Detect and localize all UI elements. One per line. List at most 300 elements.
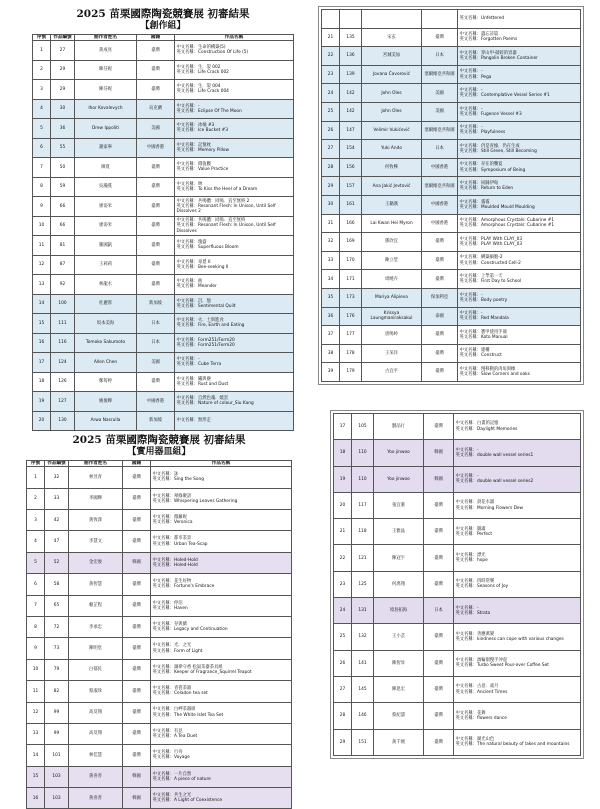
work-title-en: 英文名稱：Forgotten Poems <box>459 37 518 43</box>
artist-name: Yoo jinwoo <box>374 440 424 466</box>
country: 韓國 <box>123 766 151 787</box>
work-title <box>458 214 581 233</box>
country <box>422 10 458 29</box>
row-no: 22 <box>322 47 340 66</box>
country: 臺灣 <box>123 681 151 702</box>
table-row <box>33 216 294 236</box>
work-title-zh: 中文名稱：都市茶景 <box>152 536 192 542</box>
row-no: 11 <box>27 681 45 702</box>
work-title-zh: 中文名稱：鏽與塵 <box>176 376 211 382</box>
entry-id: 29 <box>51 60 75 80</box>
work-title-zh: 中文名稱：行舟 <box>152 750 183 756</box>
work-title-en: 英文名稱：Value Practice <box>176 167 229 173</box>
work-title <box>458 10 581 29</box>
work-title <box>458 158 581 177</box>
work-title-zh: 中文名稱：慢移動的肉角與橡 <box>459 366 516 372</box>
table-row <box>27 745 292 766</box>
artist-name: 張宜蓁 <box>374 492 424 518</box>
country: 臺灣 <box>123 595 151 616</box>
row-no: 7 <box>33 158 51 178</box>
work-title-en: 英文名稱：Turbo Sweet Pour-over Coffee Set <box>455 663 549 669</box>
work-title-zh: 中文名稱：共鳴體：同鳴．直至無終 <box>176 218 246 224</box>
table-row <box>322 47 581 66</box>
work-title-zh: 中文名稱：霧霧 <box>459 199 490 205</box>
work-title-zh: 中文名稱：共生之光 <box>152 793 192 799</box>
artist-name: 黃成亮 <box>75 41 137 61</box>
table-row <box>334 466 581 492</box>
artist-name: 鄧欣宜 <box>362 233 422 252</box>
row-no: 12 <box>27 702 45 723</box>
work-title-zh: 中文名稱：尋覓 II <box>176 259 211 265</box>
artist-name: Velimir Vukićević <box>362 121 422 140</box>
entry-id: 118 <box>352 519 374 545</box>
artist-name: 坂本美海 <box>75 314 137 334</box>
work-title <box>458 288 581 307</box>
work-title <box>458 102 581 121</box>
work-title-zh: 中文名稱：- <box>176 103 200 109</box>
work-title <box>458 47 581 66</box>
row-no: 28 <box>322 158 340 177</box>
artist-name: 黃致澤 <box>69 509 123 530</box>
work-title-en: 英文名稱：Fugence Vessel #3 <box>459 111 522 117</box>
country: 日本 <box>422 47 458 66</box>
work-title-zh: 中文名稱：存與續 <box>152 621 187 627</box>
row-no: 21 <box>334 519 352 545</box>
entry-id: 81 <box>51 236 75 256</box>
work-title-en: 英文名稱：Life Crack 004 <box>176 89 229 95</box>
country: 臺灣 <box>424 571 454 597</box>
row-no: 11 <box>33 236 51 256</box>
work-title-zh: 中文名稱：白岬茶器組 <box>152 707 196 713</box>
country: 臺灣 <box>137 236 175 256</box>
country: 臺灣 <box>137 275 175 295</box>
entry-id: 166 <box>340 214 362 233</box>
table-row <box>27 766 292 787</box>
entry-id: 171 <box>340 270 362 289</box>
country: 臺灣 <box>424 414 454 440</box>
country: 臺灣 <box>422 251 458 270</box>
artist-name: 王雅晶 <box>374 519 424 545</box>
work-title <box>175 138 294 158</box>
country: 泰國 <box>422 307 458 326</box>
work-title-zh: 中文名稱：火．土與進食 <box>176 318 224 324</box>
row-no: 3 <box>33 80 51 100</box>
work-title-en: 英文名稱：Bee-seeking II <box>176 264 229 270</box>
table-row <box>322 307 581 326</box>
work-title <box>175 314 294 334</box>
work-title-zh: 中文名稱：Amorphous Crystals: Cubarine #1 <box>459 218 555 224</box>
entry-id: 55 <box>51 138 75 158</box>
sheet-subtitle: 【創作組】 <box>140 21 186 31</box>
work-title-zh: 中文名稱：湖光山色 <box>455 737 495 742</box>
work-title-zh: 中文名稱：- <box>176 357 200 363</box>
work-title <box>454 703 581 729</box>
row-no: 17 <box>334 414 352 440</box>
work-title <box>454 545 581 571</box>
work-title-zh: 中文名稱：仍是青綠，仍在生成 <box>459 143 520 149</box>
work-title <box>151 509 292 530</box>
entry-id: 42 <box>45 509 69 530</box>
artist-name: 李國輝 <box>69 488 123 509</box>
row-no: 29 <box>322 177 340 196</box>
table-row <box>322 270 581 289</box>
table-row <box>27 467 292 488</box>
entry-id: 127 <box>51 392 75 412</box>
table-row <box>334 519 581 545</box>
country: 中國香港 <box>422 195 458 214</box>
row-no: 16 <box>33 333 51 353</box>
table-row <box>27 574 292 595</box>
work-title-zh: 中文名稱：韻律守香 松鼠茶器茶具組 <box>152 664 223 670</box>
artist-name: 高反翔 <box>69 702 123 723</box>
country: 韓國 <box>123 552 151 573</box>
table-row <box>322 344 581 363</box>
work-title <box>151 638 292 659</box>
work-title-en: 英文名稱：Legacy and Continuation <box>152 627 228 633</box>
sheet-creative <box>32 8 294 431</box>
entry-id: 87 <box>51 255 75 275</box>
artist-name: Mariya Alipieva <box>362 288 422 307</box>
row-no: 7 <box>27 595 45 616</box>
work-title <box>454 466 581 492</box>
work-title <box>458 344 581 363</box>
work-title-en: 英文名稱：Playfulness <box>459 130 506 136</box>
work-title <box>175 216 294 236</box>
table-row <box>27 638 292 659</box>
country: 臺灣 <box>137 41 175 61</box>
work-title-zh: 中文名稱：停泊 <box>152 600 183 606</box>
table-row <box>33 294 294 314</box>
row-no: 25 <box>334 624 352 650</box>
artist-name: 周曉卉 <box>362 270 422 289</box>
row-no: 15 <box>33 314 51 334</box>
work-title <box>151 745 292 766</box>
artist-name: 蔡淑珍 <box>69 681 123 702</box>
entry-id: 145 <box>352 676 374 702</box>
work-title <box>454 729 581 755</box>
country: 臺灣 <box>137 216 175 236</box>
country: 烏克蘭 <box>137 99 175 119</box>
work-title-en: 英文名稱：Amorphous Crystals: Cubarine #1 <box>459 223 555 229</box>
results-table-creative-continued <box>321 9 581 382</box>
table-row <box>322 121 581 140</box>
row-no: 23 <box>334 571 352 597</box>
row-no: 24 <box>334 598 352 624</box>
row-no: 13 <box>27 723 45 744</box>
work-title-zh: 中文名稱：構築細胞-2 <box>459 255 503 261</box>
work-title-en: 英文名稱：Still Green, Still Becoming <box>459 148 537 154</box>
row-no: 9 <box>27 638 45 659</box>
work-title-en: 英文名稱：Meander <box>176 284 217 290</box>
country: 美國 <box>422 102 458 121</box>
work-title <box>458 65 581 84</box>
work-title-zh: 中文名稱：四時常樂 <box>455 579 495 585</box>
work-title-en: 英文名稱：Fire, Earth and Eating <box>176 323 245 329</box>
results-table-creative <box>32 34 294 431</box>
work-title-en: 英文名稱：Sentimental Quilt <box>176 303 236 309</box>
row-no: 12 <box>33 255 51 275</box>
work-title-zh: 中文名稱：詠 <box>152 472 179 478</box>
row-no: 8 <box>27 616 45 637</box>
work-title-zh: 中文名稱：花舞 <box>455 710 486 716</box>
artist-name: 鄭筠婷 <box>75 372 137 392</box>
table-row <box>334 703 581 729</box>
country: 韓國 <box>424 466 454 492</box>
work-title-zh: 中文名稱：- <box>459 106 483 112</box>
country: 臺灣 <box>137 177 175 197</box>
artist-name: Ihor Kovalevych <box>75 99 137 119</box>
country: 臺灣 <box>123 616 151 637</box>
work-title-zh: 中文名稱：有見 <box>152 728 183 734</box>
entry-id: 50 <box>51 158 75 178</box>
work-title-en: 英文名稱：Veronica <box>152 520 193 526</box>
country: 塞爾維亞共和國 <box>422 121 458 140</box>
work-title-en: 英文名稱：Morning Flowers Dew <box>455 505 524 511</box>
work-title <box>458 270 581 289</box>
header-artist: 創作者姓名 <box>75 35 137 41</box>
artist-name: John Oles <box>362 84 422 103</box>
artist-name: 白郁民 <box>69 659 123 680</box>
entry-id: 73 <box>45 638 69 659</box>
table-row <box>27 659 292 680</box>
work-title-zh: 中文名稱：圓滿 <box>455 526 486 532</box>
work-title-en: 英文名稱：Form251/Form20 <box>176 342 235 348</box>
work-title-zh: 中文名稱：- <box>455 474 479 480</box>
table-body <box>334 414 581 756</box>
work-title-en: 英文名稱：double wall vessel series1 <box>455 452 534 458</box>
artist-name: 姚俊輝 <box>75 392 137 412</box>
work-title-zh: 中文名稱：寶甲使用手冊 <box>459 329 507 335</box>
table-row <box>322 10 581 29</box>
work-title <box>458 326 581 345</box>
artist-name: 陳明堂 <box>69 638 123 659</box>
entry-id: 142 <box>340 84 362 103</box>
row-no: 10 <box>27 659 45 680</box>
work-title-en: 英文名稱：kindness can cope with various changes <box>455 637 564 643</box>
work-title <box>175 41 294 61</box>
artist-name: 古宜平 <box>362 363 422 382</box>
work-title-zh: 中文名稱：共鳴體：同鳴．直至無終 2 <box>176 198 250 204</box>
artist-name <box>362 10 422 29</box>
work-title <box>454 598 581 624</box>
row-no: 32 <box>322 233 340 252</box>
entry-id: 65 <box>45 595 69 616</box>
artist-name: 吳瀚蔓 <box>75 177 137 197</box>
entry-id: 79 <box>45 659 69 680</box>
entry-id: 33 <box>45 488 69 509</box>
entry-id: 103 <box>45 766 69 787</box>
work-title-zh: 中文名稱：古意．歲月 <box>455 684 499 690</box>
work-title <box>454 492 581 518</box>
work-title-zh: 中文名稱：生．裂 004 <box>176 84 221 90</box>
header-title: 作品名稱 <box>151 461 292 467</box>
artist-name: Krissya Laungmaniraksakul <box>362 307 422 326</box>
entry-id: 105 <box>352 414 374 440</box>
results-table-functional <box>26 460 292 809</box>
artist-name: 宮城美加 <box>362 47 422 66</box>
work-title-en: 英文名稱：Slow Corners and oaks <box>459 372 530 378</box>
work-title <box>151 595 292 616</box>
work-title-zh: 中文名稱：自然色魂．燒窯 <box>176 396 229 402</box>
table-row <box>322 326 581 345</box>
artist-name: 陳寬 <box>75 158 137 178</box>
work-title <box>151 681 292 702</box>
row-no: 27 <box>334 676 352 702</box>
work-title <box>454 624 581 650</box>
row-no: 8 <box>33 177 51 197</box>
entry-id: 179 <box>340 363 362 382</box>
artist-name: 羅國凱 <box>75 236 137 256</box>
row-no: 17 <box>33 353 51 373</box>
work-title-zh: 中文名稱：白畫的記憶 <box>455 421 499 427</box>
work-title-en: 英文名稱：Cube Terra <box>176 362 222 368</box>
table-row <box>33 80 294 100</box>
table-row <box>334 650 581 676</box>
country: 臺灣 <box>123 531 151 552</box>
row-no: 2 <box>27 488 45 509</box>
entry-id: 59 <box>51 177 75 197</box>
country: 臺灣 <box>137 197 175 217</box>
artist-name: 蔡紀濤 <box>374 703 424 729</box>
country: 臺灣 <box>123 509 151 530</box>
artist-name: Lai Kwan Hei Myron <box>362 214 422 233</box>
table-row <box>27 488 292 509</box>
work-title-zh: 中文名稱：青瓷茶器 <box>152 686 192 692</box>
work-title <box>175 99 294 119</box>
row-no: 19 <box>334 466 352 492</box>
country: 臺灣 <box>424 624 454 650</box>
artist-name: 王莉莉 <box>75 255 137 275</box>
entry-id: 99 <box>45 702 69 723</box>
artist-name: 賴芷程 <box>69 595 123 616</box>
entry-id: 32 <box>45 467 69 488</box>
work-title-en: 英文名稱：A Tea Duet <box>152 734 198 740</box>
work-title <box>458 121 581 140</box>
work-title <box>458 307 581 326</box>
work-title-en: 英文名稱：Resonant Flesh: In Unison, Until Self Dissolves 2 <box>176 203 276 215</box>
country: 臺灣 <box>123 659 151 680</box>
entry-id: 58 <box>45 574 69 595</box>
entry-id: 47 <box>45 531 69 552</box>
work-title-en: 英文名稱：PLAY With CLAY_03 <box>459 241 523 247</box>
work-title-en: 英文名稱：Construct <box>459 353 502 359</box>
work-title-en: 英文名稱：Koto Manual <box>459 334 508 340</box>
table-row <box>27 702 292 723</box>
artist-name: 宋玄 <box>362 28 422 47</box>
entry-id: 178 <box>340 344 362 363</box>
artist-name: 李承忠 <box>69 616 123 637</box>
country: 中國香港 <box>422 158 458 177</box>
artist-name: 劉品行 <box>374 414 424 440</box>
row-no: 2 <box>33 60 51 80</box>
entry-id: 126 <box>51 372 75 392</box>
artist-name: 陳智昇 <box>374 650 424 676</box>
row-no: 35 <box>322 288 340 307</box>
work-title-zh: 中文名稱：無形走 <box>176 418 211 424</box>
country: 日本 <box>137 333 175 353</box>
header-entry-id: 作品編號 <box>45 461 69 467</box>
work-title-zh: 中文名稱：- <box>459 311 483 317</box>
work-title-en: 英文名稱：Voyage <box>152 755 190 761</box>
artist-name: 黃智慧 <box>69 574 123 595</box>
row-no: 29 <box>334 729 352 755</box>
entry-id: 132 <box>352 624 374 650</box>
row-no: 6 <box>33 138 51 158</box>
sheet-subtitle: 【實用器皿組】 <box>127 447 191 457</box>
entry-id: 177 <box>340 326 362 345</box>
work-title-en: 英文名稱：Sing the Song <box>152 477 204 483</box>
table-row <box>322 140 581 159</box>
work-title <box>151 766 292 787</box>
work-title <box>175 294 294 314</box>
artist-name: 黃喜善 <box>69 766 123 787</box>
entry-id: 136 <box>340 47 362 66</box>
artist-name: 陳芬妮 <box>75 60 137 80</box>
artist-name: 陳芬妮 <box>75 80 137 100</box>
work-title-zh: 中文名稱：價值觀 <box>176 162 211 168</box>
entry-id: 110 <box>352 466 374 492</box>
work-title <box>175 353 294 373</box>
work-title <box>175 275 294 295</box>
work-title-en: 英文名稱：Rust and Dust <box>176 381 229 387</box>
work-title-zh: 中文名稱：建構 <box>459 348 490 354</box>
country: 臺灣 <box>137 60 175 80</box>
table-row <box>322 363 581 382</box>
row-no: 31 <box>322 214 340 233</box>
table-row <box>27 681 292 702</box>
work-title-zh: 中文名稱：Holed-Hold <box>152 557 198 563</box>
work-title-en: 英文名稱：Contemplative Vessel Series #1 <box>459 93 550 99</box>
row-no: 25 <box>322 102 340 121</box>
table-row <box>33 255 294 275</box>
country: 臺灣 <box>422 344 458 363</box>
entry-id: 125 <box>352 571 374 597</box>
country: 韓國 <box>424 440 454 466</box>
work-title-en: 英文名稱：Celadon tea set <box>152 691 208 697</box>
entry-id: 156 <box>340 158 362 177</box>
row-no: 26 <box>322 121 340 140</box>
work-title-en: 英文名稱：Life Crack 002 <box>176 69 229 75</box>
entry-id: 117 <box>352 492 374 518</box>
artist-name: 林佳慧 <box>69 745 123 766</box>
row-no: 22 <box>334 545 352 571</box>
work-title-zh: 中文名稱：Form251/Form20 <box>176 337 235 343</box>
entry-id: 146 <box>352 703 374 729</box>
table-row <box>33 158 294 178</box>
entry-id: 36 <box>51 119 75 139</box>
artist-name: 黃喜善 <box>69 788 123 809</box>
country: 中國香港 <box>137 138 175 158</box>
table-row <box>33 372 294 392</box>
table-row <box>27 595 292 616</box>
table-row <box>27 788 292 809</box>
country: 新加坡 <box>137 411 175 431</box>
table-row <box>33 275 294 295</box>
table-row <box>322 65 581 84</box>
country: 臺灣 <box>137 372 175 392</box>
row-no: 13 <box>33 275 51 295</box>
row-no <box>322 10 340 29</box>
artist-name: 境島拓海 <box>374 598 424 624</box>
table-row <box>322 233 581 252</box>
country: 臺灣 <box>123 488 151 509</box>
table-row <box>33 197 294 217</box>
work-title-en: 英文名稱：Perfect <box>455 531 493 537</box>
work-title-zh: 中文名稱：一片自然 <box>152 771 192 777</box>
artist-name: Jovana Čavorović <box>362 65 422 84</box>
work-title-en: 英文名稱：Ancient Times <box>455 689 508 695</box>
header-no: 序號 <box>33 35 51 41</box>
